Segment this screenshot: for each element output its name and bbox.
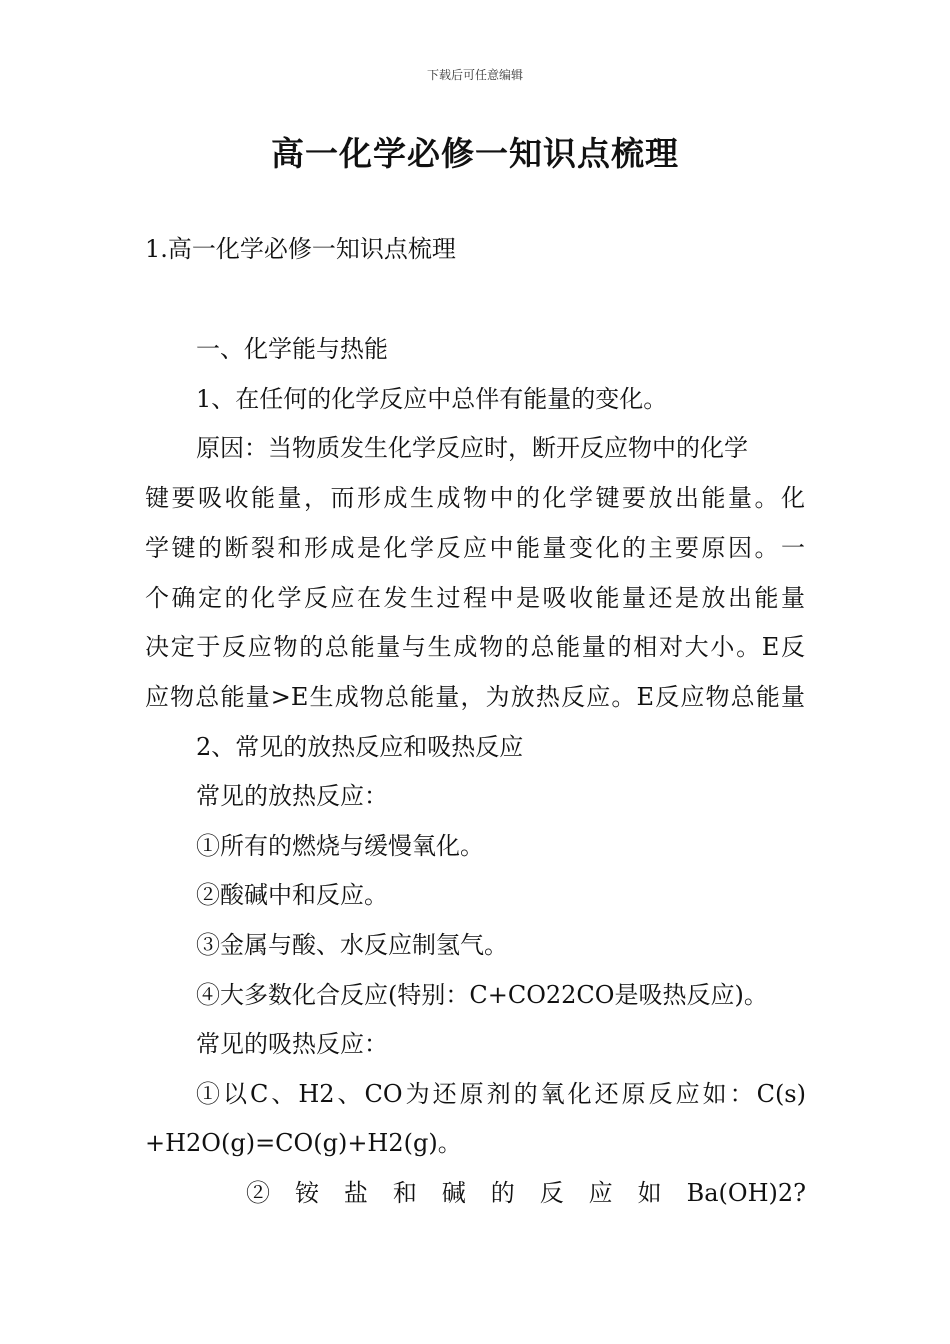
paragraph-line: 学键的断裂和形成是化学反应中能量变化的主要原因。一 bbox=[145, 534, 805, 562]
paragraph-line: +H2O(g)=CO(g)+H2(g)。 bbox=[145, 1129, 462, 1157]
list-heading: 常见的放热反应： bbox=[196, 782, 388, 810]
paragraph-line: 键要吸收能量，而形成生成物中的化学键要放出能量。化 bbox=[145, 484, 805, 512]
section-heading: 1.高一化学必修一知识点梳理 bbox=[145, 235, 456, 263]
list-item: ①以C、H2、CO为还原剂的氧化还原反应如：C(s) bbox=[196, 1080, 806, 1108]
heading-chemical-energy: 一、化学能与热能 bbox=[196, 335, 388, 363]
page-header: 下载后可任意编辑 bbox=[426, 68, 523, 82]
list-item: ④大多数化合反应(特别：C+CO22CO是吸热反应)。 bbox=[196, 981, 768, 1009]
subheading-reactions: 2、常见的放热反应和吸热反应 bbox=[196, 733, 524, 761]
paragraph-line: 应物总能量>E生成物总能量，为放热反应。E反应物总能量 bbox=[145, 683, 805, 711]
paragraph-line: 个确定的化学反应在发生过程中是吸收能量还是放出能量 bbox=[145, 584, 805, 612]
list-item: ①所有的燃烧与缓慢氧化。 bbox=[196, 832, 484, 860]
paragraph-line: 1、在任何的化学反应中总伴有能量的变化。 bbox=[196, 385, 668, 413]
list-item: ②酸碱中和反应。 bbox=[196, 881, 388, 909]
paragraph-line: 决定于反应物的总能量与生成物的总能量的相对大小。E反 bbox=[145, 633, 805, 661]
list-item: ③金属与酸、水反应制氢气。 bbox=[196, 931, 508, 959]
paragraph-line: 原因：当物质发生化学反应时，断开反应物中的化学 bbox=[196, 434, 748, 462]
list-heading: 常见的吸热反应： bbox=[196, 1030, 388, 1058]
document-title: 高一化学必修一知识点梳理 bbox=[271, 134, 679, 173]
list-item: ② 铵 盐 和 碱 的 反 应 如 Ba(OH)2? bbox=[246, 1179, 806, 1207]
